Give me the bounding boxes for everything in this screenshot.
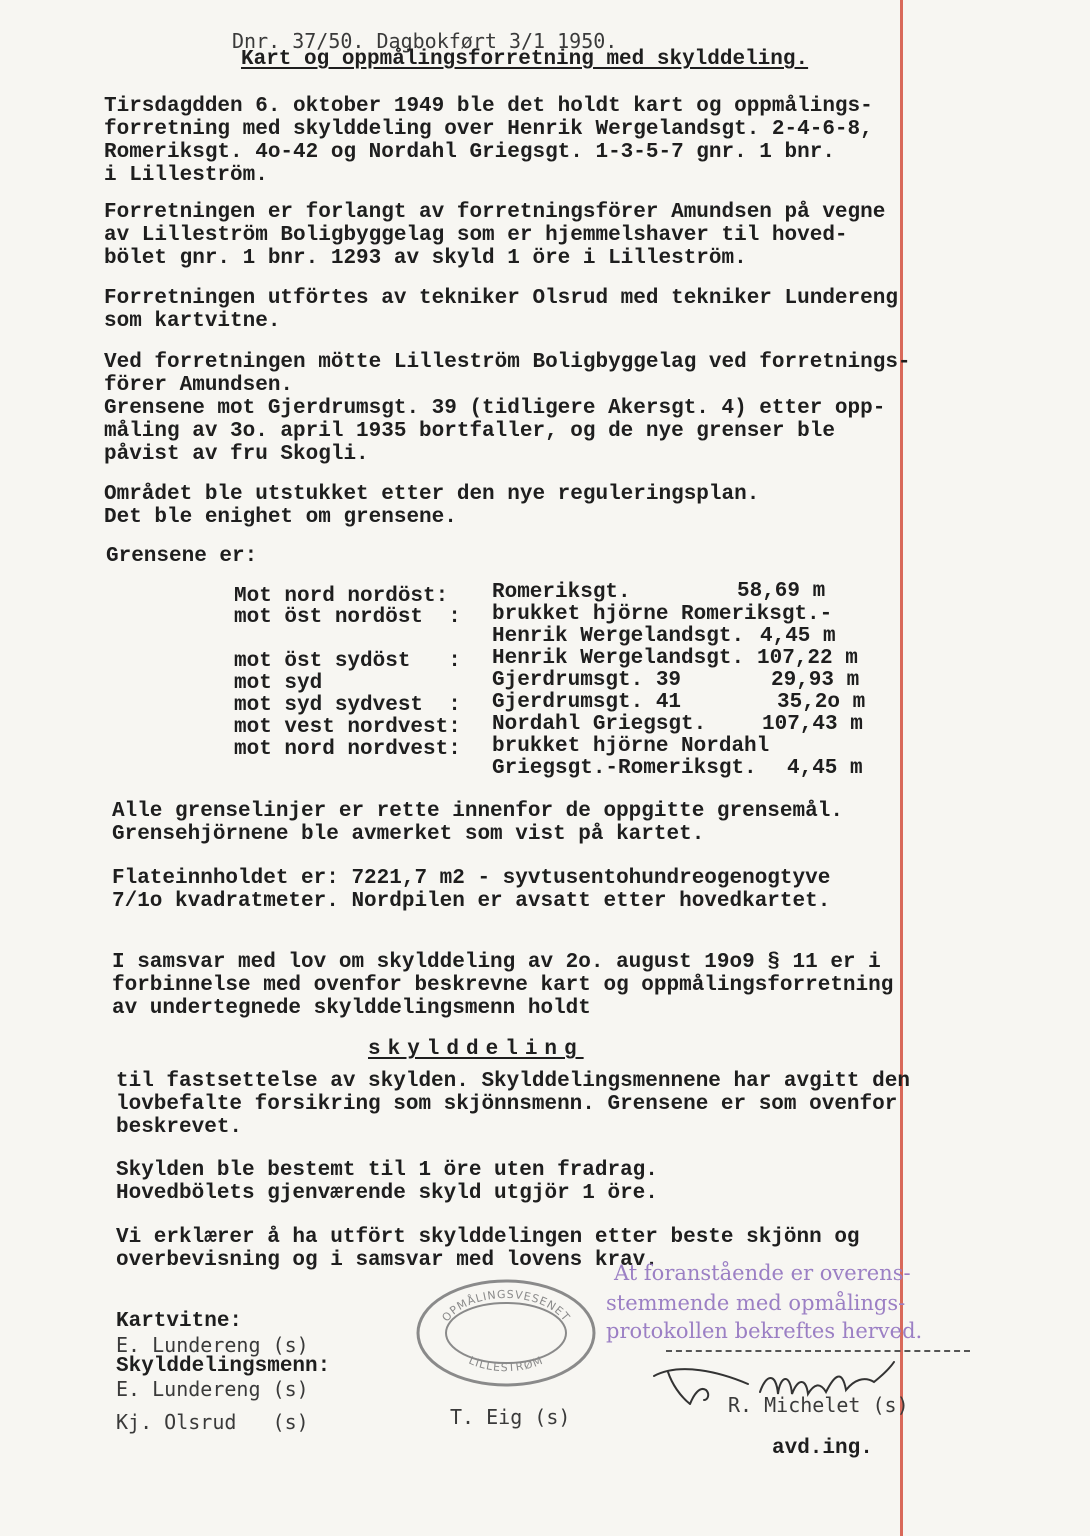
boundary-street: Griegsgt.-Romeriksgt. bbox=[492, 757, 757, 780]
para1-line4: i Lilleström. bbox=[104, 164, 268, 187]
para10-line2: Hovedbölets gjenværende skyld utgjör 1 öre. bbox=[116, 1182, 658, 1205]
boundary-street: Henrik Wergelandsgt. bbox=[492, 647, 745, 670]
signatory-name: Kj. Olsrud (s) bbox=[116, 1410, 309, 1434]
boundary-length: 58,69 m bbox=[737, 580, 826, 603]
office-seal bbox=[414, 1276, 598, 1390]
para3-line1: Forretningen utförtes av tekniker Olsrud med tekniker Lundereng bbox=[104, 287, 898, 310]
para1-line3: Romeriksgt. 4o-42 og Nordahl Griegsgt. 1-3-5-7 gnr. 1 bnr. bbox=[104, 141, 835, 164]
skylddelingsmenn-label: Skylddelingsmenn: bbox=[116, 1355, 331, 1378]
para2-line3: bölet gnr. 1 bnr. 1293 av skyld 1 öre i Lilleström. bbox=[104, 247, 747, 270]
para4-line3: Grensene mot Gjerdrumsgt. 39 (tidligere Akersgt. 4) etter opp- bbox=[104, 397, 886, 420]
para3-line2: som kartvitne. bbox=[104, 310, 281, 333]
signatory-title: avd.ing. bbox=[772, 1437, 873, 1460]
para10-line1: Skylden ble bestemt til 1 öre uten fradrag. bbox=[116, 1159, 658, 1182]
boundary-length: 4,45 m bbox=[787, 757, 863, 780]
boundary-street: Romeriksgt. bbox=[492, 581, 631, 604]
seal-bottom-text: LILLESTRØM bbox=[466, 1353, 546, 1375]
para5-line2: Det ble enighet om grensene. bbox=[104, 506, 457, 529]
boundary-length: 107,22 m bbox=[757, 647, 858, 670]
para7-line2: 7/1o kvadratmeter. Nordpilen er avsatt etter hovedkartet. bbox=[112, 890, 831, 913]
kartvitne-label: Kartvitne: bbox=[116, 1310, 243, 1333]
boundary-street: Gjerdrumsgt. 41 bbox=[492, 691, 682, 714]
boundaries-label: Grensene er: bbox=[106, 545, 258, 568]
skylddeling-heading: skylddeling bbox=[368, 1038, 584, 1061]
para4-line4: måling av 3o. april 1935 bortfaller, og de nye grenser ble bbox=[104, 420, 835, 443]
svg-text:LILLESTRØM bbox=[467, 1354, 545, 1374]
para4-line2: förer Amundsen. bbox=[104, 374, 294, 397]
stamp-divider bbox=[666, 1350, 970, 1352]
para7-line1: Flateinnholdet er: 7221,7 m2 - syvtusentohundreogenogtyve bbox=[112, 867, 831, 890]
stamp-line: protokollen bekreftes herved. bbox=[606, 1319, 923, 1343]
stamp-line: At foranstående er overens- bbox=[614, 1261, 911, 1285]
para9-line3: beskrevet. bbox=[116, 1116, 243, 1139]
para2-line2: av Lilleström Boligbyggelag som er hjemmelshaver til hoved- bbox=[104, 224, 848, 247]
para8-line3: av undertegnede skylddelingsmenn holdt bbox=[112, 997, 591, 1020]
kartvitne-name: E. Lundereng (s) bbox=[116, 1333, 309, 1357]
document-title: Kart og oppmålingsforretning med skylddeling. bbox=[241, 48, 809, 71]
boundary-street: Gjerdrumsgt. 39 bbox=[492, 669, 682, 692]
boundary-direction: Mot nord nordöst: bbox=[234, 585, 449, 608]
para9-line2: lovbefalte forsikring som skjönnsmenn. Grensene er som ovenfor bbox=[116, 1093, 898, 1116]
boundary-length: 35,2o m bbox=[777, 691, 866, 714]
boundary-direction: mot nord nordvest: bbox=[234, 738, 461, 761]
seal-top-text: OPMÅLINGSVESENET bbox=[439, 1287, 573, 1325]
para9-line1: til fastsettelse av skylden. Skylddelingsmennene har avgitt den bbox=[116, 1070, 910, 1093]
para8-line2: forbinnelse med ovenfor beskrevne kart og oppmålingsforretning bbox=[112, 974, 894, 997]
boundary-direction: mot syd bbox=[234, 672, 323, 695]
para6-line1: Alle grenselinjer er rette innenfor de oppgitte grensemål. bbox=[112, 800, 843, 823]
boundary-direction: mot vest nordvest: bbox=[234, 716, 461, 739]
journal-number: Dnr. 37/50. Dagbokført 3/1 1950. bbox=[232, 29, 618, 53]
boundary-length: 4,45 m bbox=[760, 625, 836, 648]
para1-line2: forretning med skylddeling over Henrik Wergelandsgt. 2-4-6-8, bbox=[104, 118, 873, 141]
boundary-street: brukket hjörne Romeriksgt.- bbox=[492, 603, 833, 626]
para5-line1: Området ble utstukket etter den nye reguleringsplan. bbox=[104, 483, 760, 506]
para6-line2: Grensehjörnene ble avmerket som vist på kartet. bbox=[112, 823, 705, 846]
para1-line1: Tirsdagdden 6. oktober 1949 ble det holdt kart og oppmålings- bbox=[104, 95, 873, 118]
boundary-length: 107,43 m bbox=[762, 713, 863, 736]
para2-line1: Forretningen er forlangt av forretningsförer Amundsen på vegne bbox=[104, 201, 886, 224]
para4-line5: påvist av fru Skogli. bbox=[104, 443, 369, 466]
signatory-name: R. Michelet (s) bbox=[728, 1393, 909, 1417]
boundary-length: 29,93 m bbox=[771, 669, 860, 692]
boundary-street: Nordahl Griegsgt. bbox=[492, 713, 707, 736]
boundary-direction: mot syd sydvest : bbox=[234, 694, 461, 717]
boundary-street: brukket hjörne Nordahl bbox=[492, 735, 770, 758]
boundary-direction: mot öst sydöst : bbox=[234, 650, 461, 673]
boundary-direction: mot öst nordöst : bbox=[234, 606, 461, 629]
para11-line1: Vi erklærer å ha utfört skylddelingen etter beste skjönn og bbox=[116, 1226, 860, 1249]
para4-line1: Ved forretningen mötte Lilleström Boligbyggelag ved forretnings- bbox=[104, 351, 911, 374]
signatory-name: T. Eig (s) bbox=[450, 1405, 571, 1429]
boundary-street: Henrik Wergelandsgt. bbox=[492, 625, 745, 648]
signatory-name: E. Lundereng (s) bbox=[116, 1377, 309, 1401]
para11-line2: overbevisning og i samsvar med lovens krav. bbox=[116, 1249, 658, 1272]
svg-text:OPMÅLINGSVESENET bbox=[439, 1288, 572, 1324]
stamp-line: stemmende med opmålings- bbox=[606, 1291, 906, 1315]
para8-line1: I samsvar med lov om skylddeling av 2o. august 19o9 § 11 er i bbox=[112, 951, 881, 974]
